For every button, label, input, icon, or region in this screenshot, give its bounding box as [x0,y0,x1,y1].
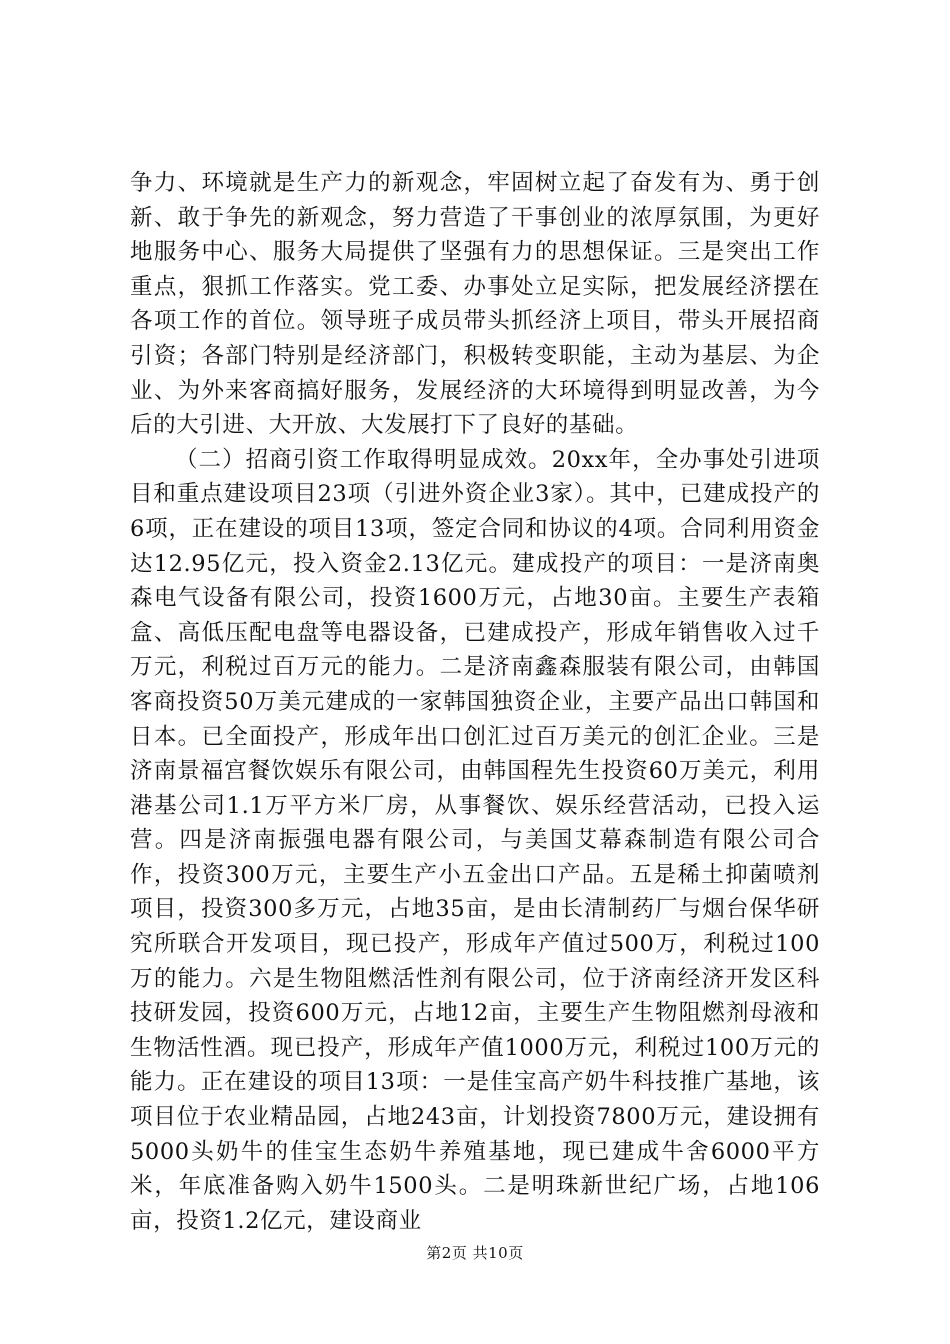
paragraph-investment: （二）招商引资工作取得明显成效。20xx年，全办事处引进项目和重点建设项目23项（引进外资企业3家）。其中，已建成投产的6项，正在建设的项目13项，签定合同和协议的4项。合同利用资金达12.95亿元，投入资金2.13亿元。建成投产的项目：一是济南奥森电气设备有限公司，投资1600万元，占地30亩。主要生产表箱盒、高低压配电盘等电器设备，已建成投产，形成年销售收入过千万元，利税过百万元的能力。二是济南鑫森服装有限公司，由韩国客商投资50万美元建成的一家韩国独资企业，主要产品出口韩国和日本。已全面投产，形成年出口创汇过百万美元的创汇企业。三是济南景福宫餐饮娱乐有限公司，由韩国程先生投资60万美元，利用港基公司1.1万平方米厂房，从事餐饮、娱乐经营活动，已投入运营。四是济南振强电器有限公司，与美国艾幕森制造有限公司合作，投资300万元，主要生产小五金出口产品。五是稀土抑菌喷剂项目，投资300多万元，占地35亩，是由长清制药厂与烟台保华研究所联合开发项目，现已投产，形成年产值过500万，利税过100万的能力。六是生物阻燃活性剂有限公司，位于济南经济开发区科技研发园，投资600万元，占地12亩，主要生产生物阻燃剂母液和生物活性酒。现已投产，形成年产值1000万元，利税过100万元的能力。正在建设的项目13项：一是佳宝高产奶牛科技推广基地，该项目位于农业精品园，占地243亩，计划投资7800万元，建设拥有5000头奶牛的佳宝生态奶牛养殖基地，现已建成牛舍6000平方米，年底准备购入奶牛1500头。二是明珠新世纪广场，占地106亩，投资1.2亿元，建设商业 [130,446,820,1234]
paragraph-continuation: 争力、环境就是生产力的新观念，牢固树立起了奋发有为、勇于创新、敢于争先的新观念，努力营造了干事创业的浓厚氛围，为更好地服务中心、服务大局提供了坚强有力的思想保证。三是突出工作重点，狠抓工作落实。党工委、办事处立足实际，把发展经济摆在各项工作的首位。领导班子成员带头抓经济上项目，带头开展招商引资；各部门特别是经济部门，积极转变职能，主动为基层、为企业、为外来客商搞好服务，发展经济的大环境得到明显改善，为今后的大引进、大开放、大发展打下了良好的基础。 [130,170,820,439]
document-body [130,166,820,1238]
page-number: 第2页 共10页 [426,1244,524,1262]
